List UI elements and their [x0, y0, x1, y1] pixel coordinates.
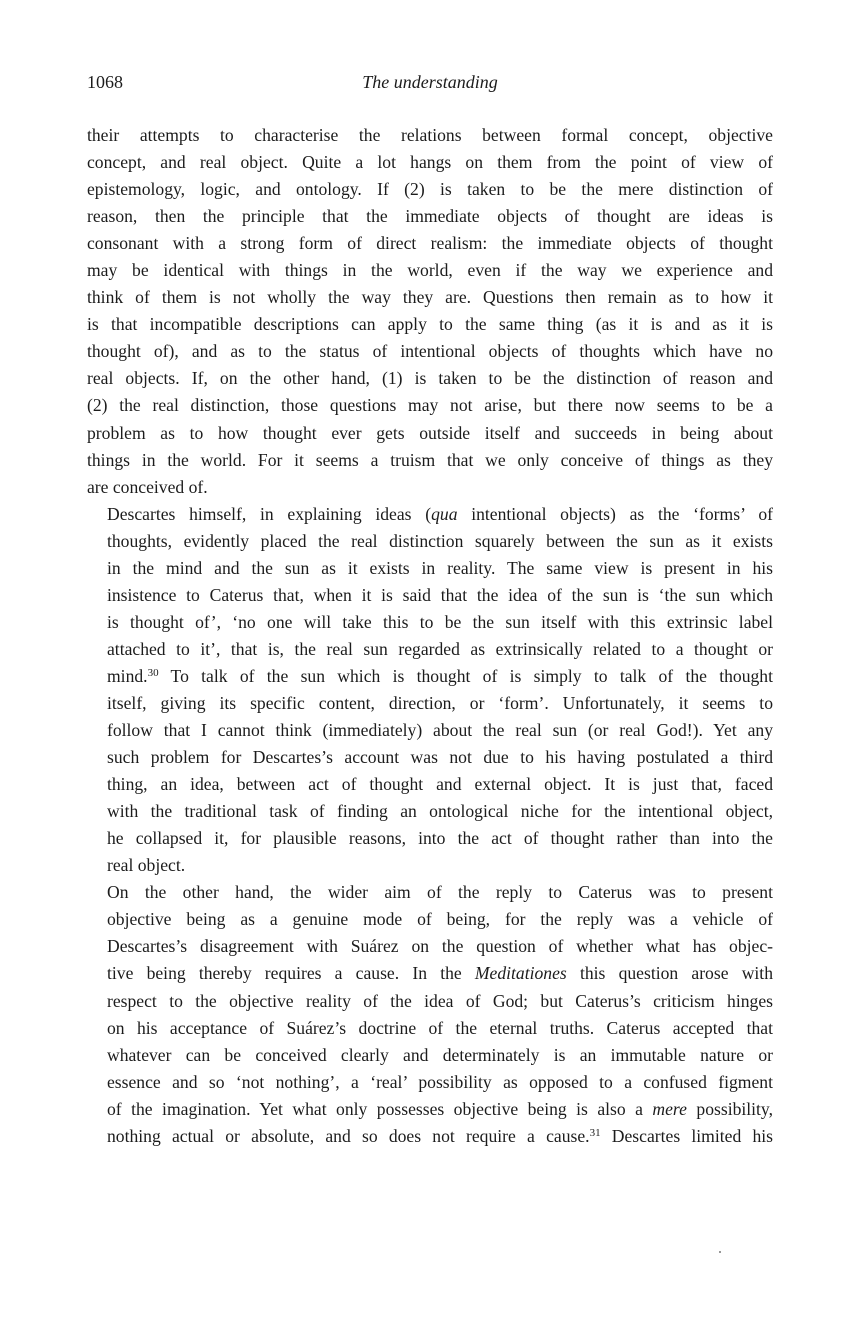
text-line: thought of), and as to the status of intentional objects of thoughts which have no — [87, 341, 773, 362]
text-line: thing, an idea, between act of thought and external object. It is just that, faced — [107, 774, 773, 795]
text-line: (2) the real distinction, those questions may not arise, but there now seems to be a — [87, 395, 773, 416]
text-line — [87, 663, 773, 690]
footnote-ref-31: 31 — [589, 1126, 601, 1139]
text-line: on his acceptance of Suárez’s doctrine of the eternal truths. Caterus accepted that — [107, 1017, 773, 1038]
text-line: concept, and real object. Quite a lot hangs on them from the point of view of — [87, 152, 773, 173]
text-line: such problem for Descartes’s account was not due to his having postulated a third — [107, 747, 773, 768]
text-line: whatever can be conceived clearly and determinately is an immutable nature or — [107, 1044, 773, 1065]
text-line: consonant with a strong form of direct realism: the immediate objects of thought — [87, 233, 773, 254]
text-line: respect to the objective reality of the idea of God; but Caterus’s criticism hinges — [107, 990, 773, 1011]
footnote-ref-30: 30 — [147, 666, 159, 679]
text-line: itself, giving its specific content, direction, or ‘form’. Unfortunately, it seems to — [107, 692, 773, 713]
text-run: possibility, — [686, 1098, 773, 1119]
text-line: follow that I cannot think (immediately) about the real sun (or real God!). Yet any — [107, 720, 773, 741]
body-text — [87, 122, 773, 1150]
page-number: 1068 — [87, 72, 123, 92]
text-run: tive being thereby requires a cause. In the — [107, 963, 475, 984]
text-line: problem as to how thought ever gets outside itself and succeeds in being about — [87, 422, 773, 443]
text-run: mind. — [107, 665, 148, 686]
italic-term: qua — [431, 503, 458, 524]
text-line: objective being as a genuine mode of being, for the reply was a vehicle of — [107, 909, 773, 930]
text-line: in the mind and the sun as it exists in reality. The same view is present in his — [107, 557, 773, 578]
print-speck — [719, 1251, 721, 1253]
paragraph-3 — [87, 879, 773, 1149]
text-run: this question arose with — [566, 963, 773, 984]
text-line — [87, 1096, 773, 1123]
text-line: epistemology, logic, and ontology. If (2) is taken to be the mere distinction of — [87, 179, 773, 200]
text-line: thoughts, evidently placed the real distinction squarely between the sun as it exists — [107, 530, 773, 551]
text-line: real objects. If, on the other hand, (1) is taken to be the distinction of reason and — [87, 368, 773, 389]
text-line: essence and so ‘not nothing’, a ‘real’ possibility as opposed to a confused figment — [107, 1071, 773, 1092]
text-line: think of them is not wholly the way they are. Questions then remain as to how it — [87, 287, 773, 308]
text-line: attached to it’, that is, the real sun regarded as extrinsically related to a thought or — [107, 638, 773, 659]
paragraph-1 — [87, 122, 773, 501]
italic-title: Meditationes — [474, 963, 567, 984]
text-run: of the imagination. Yet what only possesses objective being is also a — [107, 1098, 653, 1119]
paragraph-2 — [87, 501, 773, 880]
text-line: is that incompatible descriptions can apply to the same thing (as it is and as it is — [87, 314, 773, 335]
italic-term: mere — [652, 1098, 687, 1119]
text-line: with the traditional task of finding an ontological niche for the intentional object, — [107, 801, 773, 822]
text-line: things in the world. For it seems a truism that we only conceive of things as they — [87, 449, 773, 470]
text-line: reason, then the principle that the immediate objects of thought are ideas is — [87, 206, 773, 227]
running-header — [87, 72, 773, 98]
text-line: may be identical with things in the world, even if the way we experience and — [87, 260, 773, 281]
text-line: insistence to Caterus that, when it is said that the idea of the sun is ‘the sun which — [107, 584, 773, 605]
text-line: Descartes’s disagreement with Suárez on the question of whether what has objec- — [107, 936, 773, 957]
text-line — [87, 501, 773, 528]
text-run: Descartes limited his — [600, 1125, 773, 1146]
text-line: is thought of’, ‘no one will take this to be the sun itself with this extrinsic label — [107, 611, 773, 632]
text-line: real object. — [107, 855, 186, 876]
text-run: intentional objects) as the ‘forms’ of — [457, 503, 774, 524]
text-line — [87, 1123, 773, 1150]
text-line: he collapsed it, for plausible reasons, into the act of thought rather than into the — [107, 828, 773, 849]
running-title: The understanding — [362, 72, 498, 92]
text-line: are conceived of. — [87, 476, 208, 497]
text-line: On the other hand, the wider aim of the reply to Caterus was to present — [107, 882, 773, 903]
text-run: To talk of the sun which is thought of is simply to talk of the thought — [158, 665, 773, 686]
text-run: Descartes himself, in explaining ideas ( — [107, 503, 432, 524]
text-line: their attempts to characterise the relations between formal concept, objective — [87, 125, 773, 145]
text-run: nothing actual or absolute, and so does not require a cause. — [107, 1125, 590, 1146]
text-line — [87, 960, 773, 987]
